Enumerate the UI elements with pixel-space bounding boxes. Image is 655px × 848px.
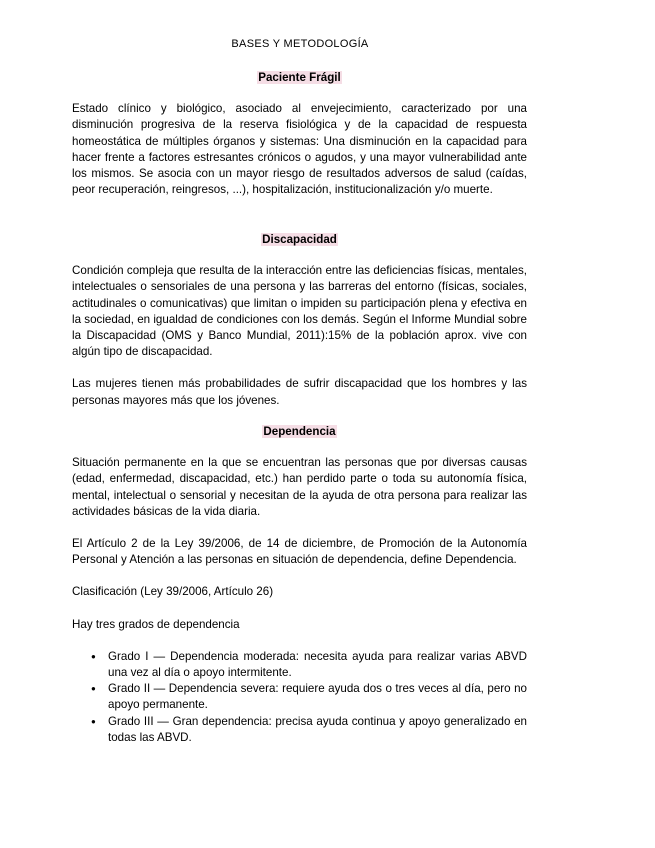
- paragraph: Las mujeres tienen más probabilidades de sufrir discapacidad que los hombres y las personas mayores más que los jóvenes.: [72, 377, 527, 407]
- paragraph: Condición compleja que resulta de la interacción entre las deficiencias físicas, mentales, intelectuales o sensoriales de una persona y las barreras del entorno (físicas, sociales, actitudinales o comunicativas) que limitan o impiden su participación plena y efectiva en la sociedad, en igualdad de condiciones con los demás. Según el Informe Mundial sobre la Discapacidad (OMS y Banco Mundial, 2011):15% de la población aprox. vive con algún tipo de discapacidad.: [72, 264, 527, 359]
- section-discapacidad: [72, 232, 527, 409]
- list-item: ● Grado III — Gran dependencia: precisa ayuda continua y apoyo generalizado en todas las ABVD.: [108, 714, 527, 746]
- section-heading: Paciente Frágil: [258, 71, 341, 84]
- paragraph: El Artículo 2 de la Ley 39/2006, de 14 de diciembre, de Promoción de la Autonomía Personal y Atención a las personas en situación de dependencia, define Dependencia.: [72, 537, 527, 567]
- paragraph: Estado clínico y biológico, asociado al envejecimiento, caracterizado por una disminución progresiva de la reserva fisiológica y de la capacidad de respuesta homeostática de múltiples órganos y sistemas: Una disminución en la capacidad para hacer frente a factores estresantes crónicos o agudos, y una mayor vulnerabilidad ante los mismos. Se asocia con un mayor riesgo de resultados adversos de salud (caídas, peor recuperación, reingresos, ...), hospitalización, institucionalización y/o muerte.: [72, 102, 527, 197]
- page-header: BASES Y METODOLOGÍA: [231, 38, 369, 50]
- section-heading: Dependencia: [263, 425, 336, 438]
- section-heading: Discapacidad: [262, 233, 337, 246]
- section-dependencia: [72, 424, 527, 746]
- list-item: ● Grado I — Dependencia moderada: necesita ayuda para realizar varias ABVD una vez al día o apoyo intermitente.: [108, 649, 527, 681]
- paragraph: Clasificación (Ley 39/2006, Artículo 26): [72, 585, 274, 599]
- section-paciente-fragil: [72, 70, 527, 198]
- paragraph: Situación permanente en la que se encuentran las personas que por diversas causas (edad, enfermedad, discapacidad, etc.) han perdido parte o toda su autonomía física, mental, intelectual o sensorial y necesitan de la ayuda de otra persona para realizar las actividades básicas de la vida diaria.: [72, 456, 527, 518]
- list-item: ● Grado II — Dependencia severa: requiere ayuda dos o tres veces al día, pero no apoyo permanente.: [108, 681, 527, 713]
- grades-list: [72, 649, 527, 746]
- paragraph: Hay tres grados de dependencia: [72, 617, 240, 631]
